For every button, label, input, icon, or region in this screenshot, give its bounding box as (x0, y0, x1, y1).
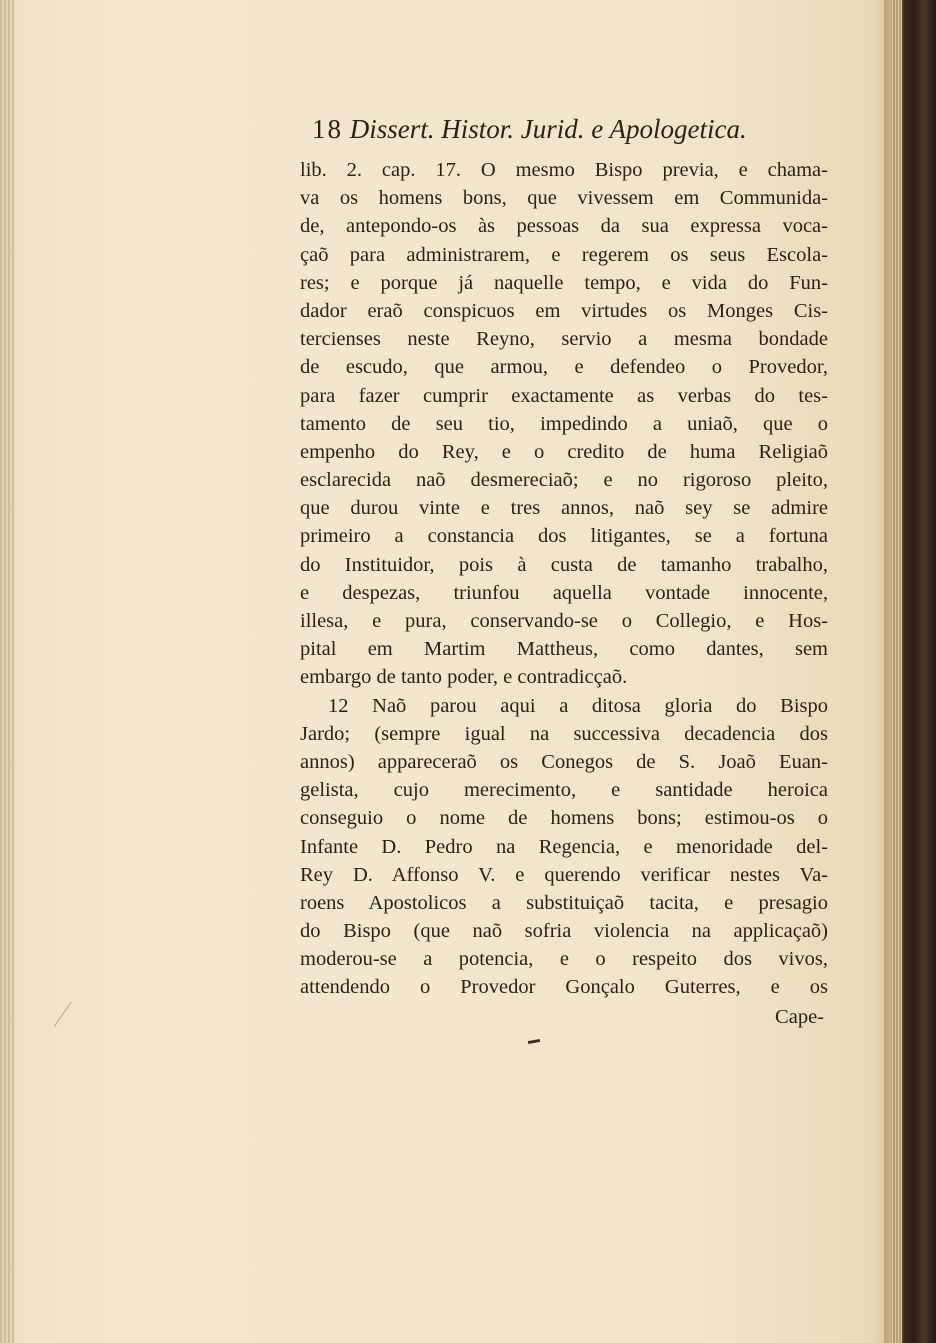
page-stack-edge (892, 0, 902, 1343)
ink-mark (528, 1039, 540, 1044)
running-title: Dissert. Histor. Jurid. e Apologetica. (349, 114, 747, 144)
text-line: de escudo, que armou, e defendeo o Provedor, (300, 356, 828, 379)
running-header (300, 112, 828, 156)
page-left-edge (0, 0, 14, 1343)
text-line: dador eraõ conspicuos em virtudes os Monges Cis- (300, 299, 828, 322)
text-line: tercienses neste Reyno, servio a mesma bondade (300, 328, 828, 351)
text-line: attendendo o Provedor Gonçalo Guterres, e os (300, 976, 828, 999)
text-block (300, 112, 828, 1032)
text-line: çaõ para administrarem, e regerem os seus Escola- (300, 243, 828, 266)
text-line: embargo de tanto poder, e contradicçaõ. (300, 666, 628, 689)
text-line: e despezas, triunfou aquella vontade innocente, (300, 581, 828, 604)
text-line: Infante D. Pedro na Regencia, e menoridade del- (300, 835, 828, 858)
text-line: lib. 2. cap. 17. O mesmo Bispo previa, e chama- (300, 159, 828, 181)
text-line: conseguio o nome de homens bons; estimou-os o (300, 807, 828, 830)
text-line: res; e porque já naquelle tempo, e vida do Fun- (300, 271, 828, 294)
page-number: 18 (312, 114, 343, 144)
text-line: gelista, cujo merecimento, e santidade heroica (300, 779, 828, 802)
text-line: para fazer cumprir exactamente as verbas do tes- (300, 384, 828, 407)
margin-pencil-mark (54, 1002, 74, 1029)
text-line: Jardo; (sempre igual na successiva decadencia dos (300, 722, 828, 745)
text-line: Rey D. Affonso V. e querendo verificar nestes Va- (300, 863, 828, 886)
text-line: roens Apostolicos a substituiçaõ tacita, e presagio (300, 891, 828, 914)
text-line: empenho do Rey, e o credito de huma Religiaõ (300, 440, 828, 463)
text-line: do Bispo (que naõ sofria violencia na applicaçaõ) (300, 920, 828, 943)
text-line: va os homens bons, que vivessem em Communida- (300, 187, 828, 210)
text-line: do Instituidor, pois à custa de tamanho trabalho, (300, 553, 828, 576)
text-line: moderou-se a potencia, e o respeito dos vivos, (300, 948, 828, 971)
text-line: que durou vinte e tres annos, naõ sey se admire (300, 497, 828, 520)
paragraph-start-line: 12 Naõ parou aqui a ditosa gloria do Bispo (328, 694, 828, 717)
text-line: esclarecida naõ desmereciaõ; e no rigoroso pleito, (300, 469, 828, 492)
catchword: Cape- (775, 1005, 824, 1028)
text-line: annos) appareceraõ os Conegos de S. Joaõ Euan- (300, 750, 828, 773)
text-line: pital em Martim Mattheus, como dantes, sem (300, 638, 828, 661)
text-line: de, antepondo-os às pessoas da sua expressa voca- (300, 215, 828, 238)
text-line: illesa, e pura, conservando-se o Collegio, e Hos- (300, 610, 828, 632)
text-line: primeiro a constancia dos litigantes, se a fortuna (300, 525, 828, 548)
text-line: tamento de seu tio, impedindo a uniaõ, que o (300, 412, 828, 435)
